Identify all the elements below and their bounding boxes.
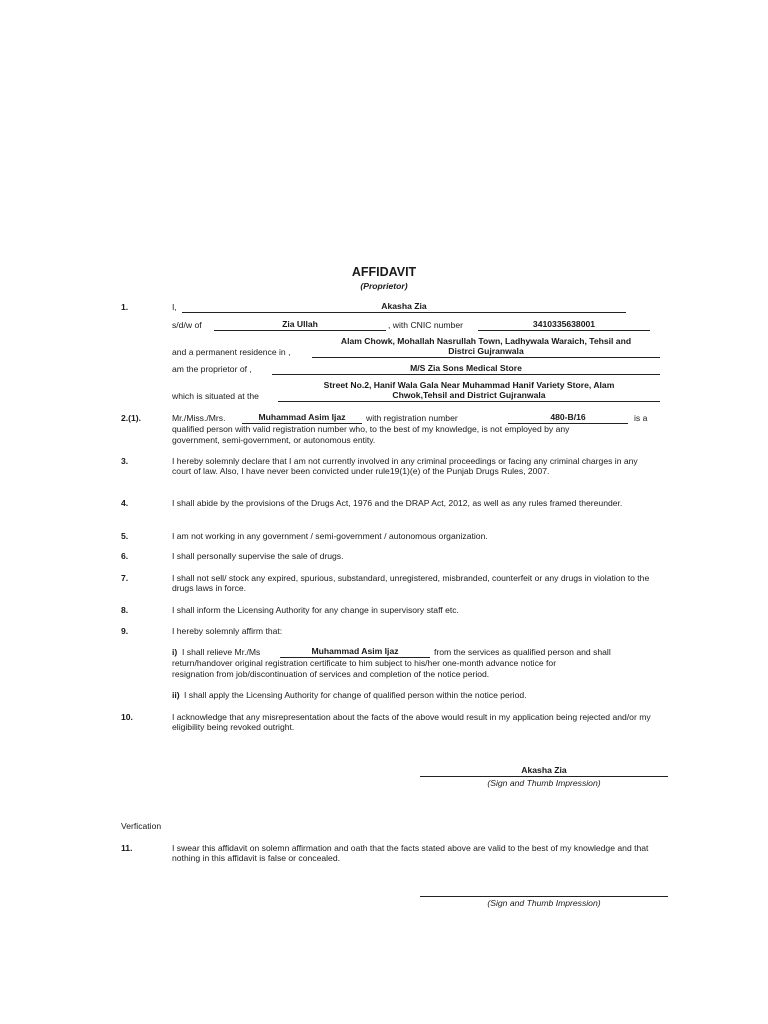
clause-number-11: 11. xyxy=(121,843,133,853)
clause-10-text: I acknowledge that any misrepresentation about the facts of the above would result in my application being rejected and/or my eligibility being revoked outright. xyxy=(172,712,651,733)
store-name: M/S Zia Sons Medical Store xyxy=(410,363,522,373)
signature-line-1 xyxy=(420,776,668,777)
document-title: AFFIDAVIT xyxy=(351,265,417,279)
residence-underline xyxy=(312,357,660,358)
document-subtitle: (Proprietor) xyxy=(360,281,408,291)
verification-label: Verfication xyxy=(121,821,162,831)
clause-2-line-3: government, semi-government, or autonomous entity. xyxy=(172,435,376,445)
residence-label: and a permanent residence in , xyxy=(172,347,291,357)
deponent-name: Akasha Zia xyxy=(381,301,427,311)
clause-number-9: 9. xyxy=(121,626,129,636)
clause-number-8: 8. xyxy=(121,605,129,615)
signature-name: Akasha Zia xyxy=(521,765,567,775)
clause-9-text: I hereby solemnly affirm that: xyxy=(172,626,283,636)
clause-3-text: I hereby solemnly declare that I am not currently involved in any criminal proceedings or facing any criminal charges in any court of law. Also, I have never been convicted under rule19(1)(e) of the Punjab Drugs Rules, 2007. xyxy=(172,456,638,477)
clause-2-line-2: qualified person with valid registration number who, to the best of my knowledge, is not employed by any xyxy=(172,424,570,434)
proprietor-label: am the proprietor of , xyxy=(172,364,252,374)
relieved-person-name: Muhammad Asim Ijaz xyxy=(311,646,399,656)
store-underline xyxy=(272,374,660,375)
registration-number: 480-B/16 xyxy=(550,412,586,422)
registration-label: with registration number xyxy=(366,413,458,423)
clause-5-text: I am not working in any government / semi-government / autonomous organization. xyxy=(172,531,488,541)
qualified-person-name: Muhammad Asim Ijaz xyxy=(258,412,346,422)
clause-7-text: I shall not sell/ stock any expired, spurious, substandard, unregistered, misbranded, counterfeit or any drugs in violation to the drugs laws in force. xyxy=(172,573,650,594)
sub-clause-i-line-3: resignation from job/discontinuation of services and completion of the notice period. xyxy=(172,669,490,679)
father-name: Zia Ullah xyxy=(282,319,318,329)
situated-label: which is situated at the xyxy=(172,391,259,401)
name-underline xyxy=(182,312,626,313)
clause-number-7: 7. xyxy=(121,573,129,583)
address-line-2: Chwok,Tehsil and District Gujranwala xyxy=(392,390,546,400)
clause-number-3: 3. xyxy=(121,456,129,466)
address-line-1: Street No.2, Hanif Wala Gala Near Muhammad Hanif Variety Store, Alam xyxy=(323,380,615,390)
father-underline xyxy=(214,330,386,331)
sub-clause-ii-label: ii) xyxy=(172,690,180,700)
clause-number-2: 2.(1). xyxy=(121,413,142,423)
clause-6-text: I shall personally supervise the sale of drugs. xyxy=(172,551,344,561)
sub-clause-i-line-2: return/handover original registration certificate to him subject to his/her one-month advance notice for xyxy=(172,658,557,668)
sub-clause-i-label: i) xyxy=(172,647,178,657)
mr-miss-mrs-label: Mr./Miss./Mrs. xyxy=(172,413,226,423)
clause-8-text: I shall inform the Licensing Authority for any change in supervisory staff etc. xyxy=(172,605,459,615)
cnic-label: , with CNIC number xyxy=(388,320,463,330)
signature-caption-1: (Sign and Thumb Impression) xyxy=(487,778,601,788)
sub-clause-i-prefix: I shall relieve Mr./Ms xyxy=(182,647,261,657)
residence-line-1: Alam Chowk, Mohallah Nasrullah Town, Ladhywala Waraich, Tehsil and xyxy=(340,336,632,346)
clause-11-text: I swear this affidavit on solemn affirmation and oath that the facts stated above are valid to the best of my knowledge and that nothing in this affidavit is false or concealed. xyxy=(172,843,649,864)
signature-caption-2: (Sign and Thumb Impression) xyxy=(487,898,601,908)
address-underline xyxy=(278,401,660,402)
i-label: I, xyxy=(172,302,177,312)
sub-clause-i-suffix: from the services as qualified person and shall xyxy=(434,647,611,657)
sub-clause-ii-text: I shall apply the Licensing Authority for change of qualified person within the notice period. xyxy=(184,690,527,700)
cnic-number: 3410335638001 xyxy=(532,319,596,329)
clause-number-10: 10. xyxy=(121,712,133,722)
cnic-underline xyxy=(478,330,650,331)
clause-number-6: 6. xyxy=(121,551,129,561)
clause-number-5: 5. xyxy=(121,531,129,541)
clause-number-4: 4. xyxy=(121,498,129,508)
is-a-text: is a xyxy=(634,413,648,423)
signature-line-2 xyxy=(420,896,668,897)
clause-4-text: I shall abide by the provisions of the Drugs Act, 1976 and the DRAP Act, 2012, as well as any rules framed thereunder. xyxy=(172,498,623,508)
clause-number-1: 1. xyxy=(121,302,129,312)
residence-line-2: Distrci Gujranwala xyxy=(448,346,524,356)
sdw-label: s/d/w of xyxy=(172,320,202,330)
